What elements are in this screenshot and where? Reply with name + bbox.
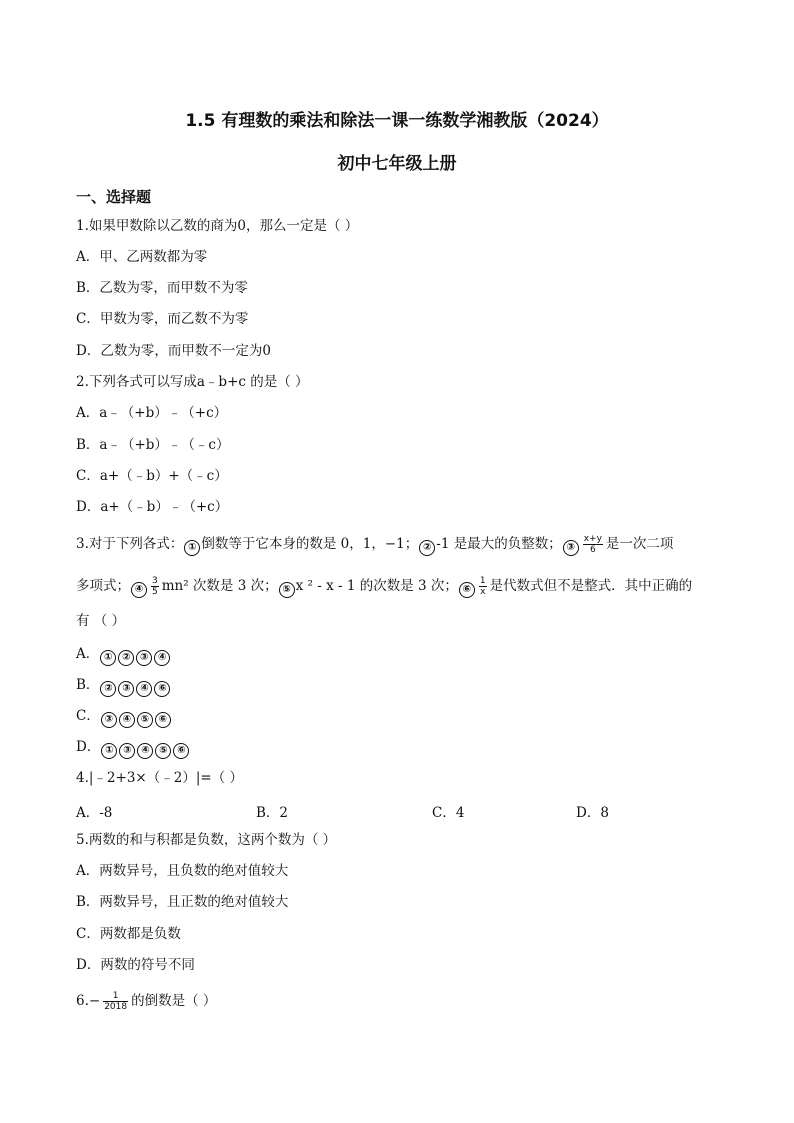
q2-option-d: D．a+（﹣b）﹣（+c） bbox=[76, 499, 229, 515]
circled-4-icon: ④ bbox=[136, 681, 152, 697]
page-title: 1.5 有理数的乘法和除法一课一练数学湘教版（2024） bbox=[185, 111, 609, 131]
q3-option-d: D． ① ③ ④ ⑤ ⑥ bbox=[76, 738, 190, 759]
circled-4-icon: ④ bbox=[154, 650, 170, 666]
q2-option-a: A．a﹣（+b）﹣（+c） bbox=[76, 405, 228, 421]
q3-line-2-start: 多项式； bbox=[76, 578, 130, 594]
q3-option-b: B． ② ③ ④ ⑥ bbox=[76, 676, 171, 697]
circled-5-icon: ⑤ bbox=[137, 712, 153, 728]
fraction-x-plus-y-over-6: $\frac{x+y}{6}$ bbox=[583, 534, 602, 555]
circled-1-icon: ① bbox=[184, 540, 200, 556]
circled-3-icon: ③ bbox=[101, 712, 117, 728]
q4-option-b: B．2 bbox=[256, 805, 289, 821]
q6-suffix: 的倒数是（ ） bbox=[131, 993, 217, 1009]
circled-3-icon: ③ bbox=[119, 743, 135, 759]
q6-stem bbox=[76, 991, 216, 1012]
q3-line-2 bbox=[76, 576, 692, 598]
q3-option-a: A． ① ② ③ ④ bbox=[76, 645, 171, 666]
q3-option-c: C． ③ ④ ⑤ ⑥ bbox=[76, 707, 172, 728]
q3-statement-4: mn² 次数是 3 次； bbox=[161, 578, 278, 594]
circled-5-icon: ⑤ bbox=[279, 582, 295, 598]
circled-4-icon: ④ bbox=[137, 743, 153, 759]
q3-line-1 bbox=[76, 534, 673, 556]
q5-option-c: C．两数都是负数 bbox=[76, 926, 181, 942]
section-heading: 一、选择题 bbox=[76, 188, 152, 206]
circled-2-icon: ② bbox=[100, 681, 116, 697]
q3-statement-2: -1 是最大的负整数； bbox=[436, 536, 562, 552]
q2-stem: 2.下列各式可以写成a﹣b+c 的是（ ） bbox=[76, 374, 309, 390]
q2-option-b: B．a﹣（+b）﹣（﹣c） bbox=[76, 437, 230, 453]
q5-option-d: D．两数的符号不同 bbox=[76, 957, 195, 973]
q3-statement-5: x ² - x - 1 的次数是 3 次； bbox=[295, 578, 458, 594]
q4-option-a: A．-8 bbox=[76, 805, 113, 821]
q3-line-3: 有 （ ） bbox=[76, 613, 126, 629]
q3-statement-3: 是一次二项 bbox=[605, 536, 674, 552]
q4-option-c: C．4 bbox=[432, 805, 465, 821]
q1-option-b: B．乙数为零，而甲数不为零 bbox=[76, 280, 248, 296]
circled-4-icon: ④ bbox=[131, 582, 147, 598]
q3-statement-6: 是代数式但不是整式．其中正确的 bbox=[489, 578, 693, 594]
page-subtitle: 初中七年级上册 bbox=[337, 154, 457, 174]
circled-4-icon: ④ bbox=[119, 712, 135, 728]
q4-option-d: D．8 bbox=[576, 805, 609, 821]
q1-option-a: A．甲、乙两数都为零 bbox=[76, 249, 208, 265]
q3-statement-1: 倒数等于它本身的数是 0，1，−1； bbox=[201, 536, 419, 552]
circled-3-icon: ③ bbox=[563, 540, 579, 556]
circled-3-icon: ③ bbox=[136, 650, 152, 666]
circled-6-icon: ⑥ bbox=[154, 681, 170, 697]
circled-6-icon: ⑥ bbox=[459, 582, 475, 598]
q1-option-c: C．甲数为零，而乙数不为零 bbox=[76, 311, 249, 327]
q6-prefix: 6.− bbox=[76, 993, 101, 1009]
circled-2-icon: ② bbox=[419, 540, 435, 556]
circled-2-icon: ② bbox=[118, 650, 134, 666]
fraction-1-over-x: $\frac{1}{x}$ bbox=[479, 576, 486, 597]
circled-1-icon: ① bbox=[101, 743, 117, 759]
circled-6-icon: ⑥ bbox=[173, 743, 189, 759]
q5-option-a: A．两数异号，且负数的绝对值较大 bbox=[76, 863, 289, 879]
q4-stem: 4.|﹣2+3×（﹣2）|=（ ） bbox=[76, 770, 243, 786]
fraction-3-over-5: $\frac{3}{5}$ bbox=[152, 576, 158, 597]
circled-6-icon: ⑥ bbox=[155, 712, 171, 728]
q1-stem: 1.如果甲数除以乙数的商为0，那么一定是（ ） bbox=[76, 218, 359, 234]
q5-stem: 5.两数的和与积都是负数，这两个数为（ ） bbox=[76, 832, 337, 848]
q2-option-c: C．a+（﹣b）+（﹣c） bbox=[76, 468, 228, 484]
q5-option-b: B．两数异号，且正数的绝对值较大 bbox=[76, 894, 289, 910]
circled-3-icon: ③ bbox=[118, 681, 134, 697]
circled-5-icon: ⑤ bbox=[155, 743, 171, 759]
q3-intro: 3.对于下列各式： bbox=[76, 536, 184, 552]
fraction-1-over-2018: $\frac{1}{2018}$ bbox=[104, 991, 128, 1012]
q1-option-d: D．乙数为零，而甲数不一定为0 bbox=[76, 343, 271, 359]
circled-1-icon: ① bbox=[100, 650, 116, 666]
